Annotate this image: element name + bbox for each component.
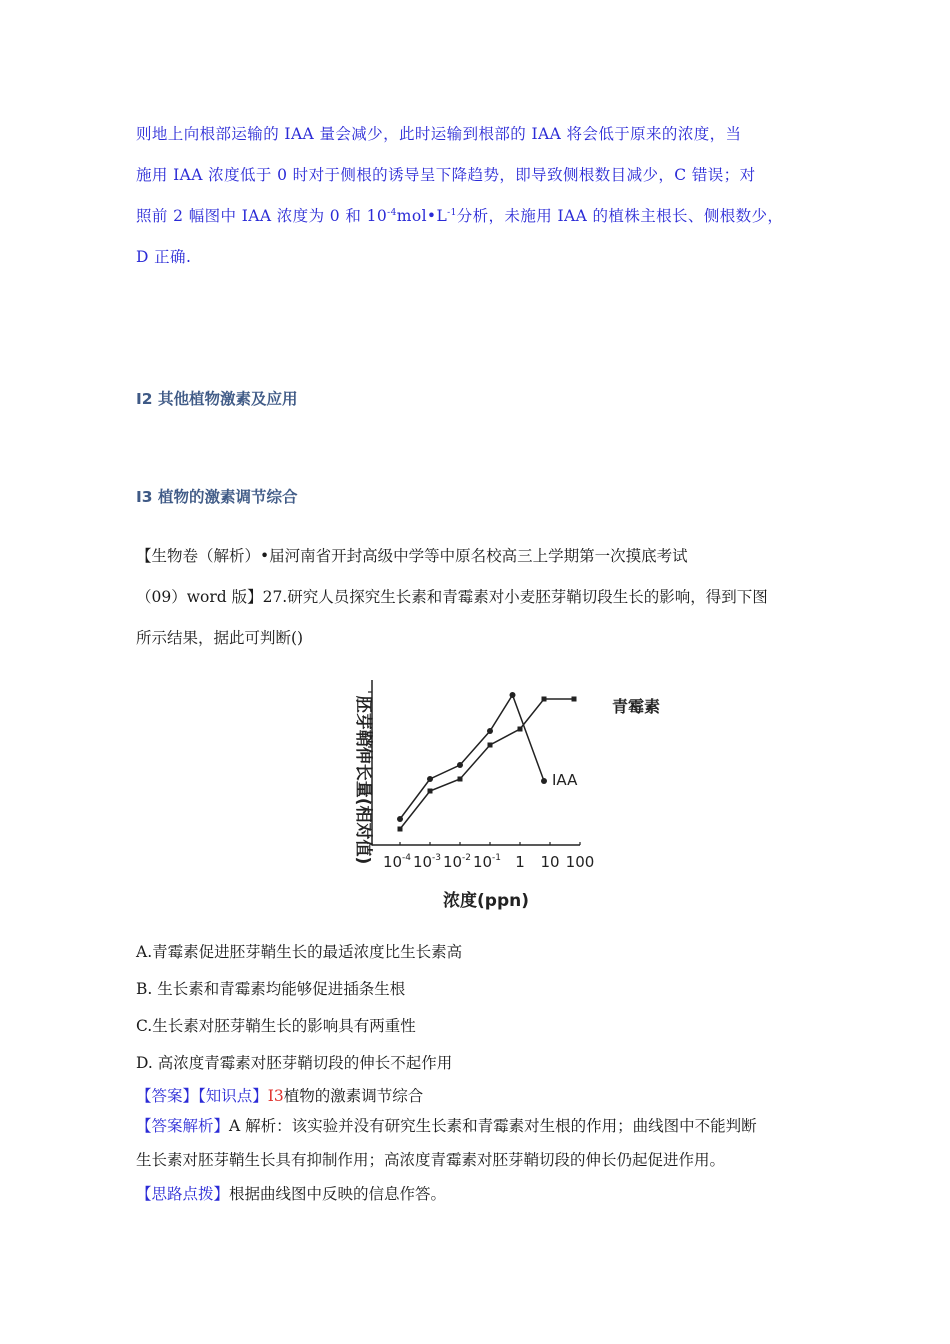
iaa-point <box>427 776 433 782</box>
series-line-0 <box>400 695 544 819</box>
chart-series-points <box>397 692 577 832</box>
answer-tag: 【答案】【知识点】 <box>136 1087 268 1105</box>
tip-line <box>136 1182 446 1204</box>
question-line-1: 【生物卷（解析）•届河南省开封高级中学等中原名校高三上学期第一次摸底考试 <box>136 547 688 565</box>
tip-text: 根据曲线图中反映的信息作答。 <box>229 1185 447 1203</box>
intro-line-1: 则地上向根部运输的 IAA 量会减少，此时运输到根部的 IAA 将会低于原来的浓度，当 <box>136 125 742 143</box>
intro-line-3 <box>136 196 826 237</box>
intro-line-2: 施用 IAA 浓度低于 0 时对于侧根的诱导呈下降趋势，即导致侧根数目减少，C 错误；对 <box>136 166 756 184</box>
knowledge-point-text: 植物的激素调节综合 <box>283 1087 424 1105</box>
penicillin-point <box>458 777 463 782</box>
question-stem <box>136 536 826 659</box>
intro-paragraph <box>136 114 826 278</box>
heading-i2: I2 其他植物激素及应用 <box>136 390 298 408</box>
chart-x-ticks <box>383 842 594 871</box>
penicillin-point <box>398 827 403 832</box>
x-tick-label: 1 <box>515 853 525 871</box>
iaa-point <box>510 692 516 698</box>
explain-text-1: A 解析：该实验并没有研究生长素和青霉素对生根的作用；曲线图中不能判断 <box>229 1117 757 1135</box>
series-line-1 <box>400 699 574 829</box>
iaa-point <box>397 816 403 822</box>
x-tick-label: $10^{-1}$ <box>472 853 502 871</box>
option-d: D. 高浓度青霉素对胚芽鞘切段的伸长不起作用 <box>136 1054 453 1072</box>
penicillin-point <box>518 727 523 732</box>
knowledge-point-code: I3 <box>267 1087 284 1105</box>
iaa-point <box>541 778 547 784</box>
iaa-point <box>457 762 463 768</box>
question-line-2: （09）word 版】27.研究人员探究生长素和青霉素对小麦胚芽鞘切段生长的影响，得到下图 <box>136 588 768 606</box>
intro-exp-2: -1 <box>447 207 457 218</box>
explain-line-2: 生长素对胚芽鞘生长具有抑制作用；高浓度青霉素对胚芽鞘切段的伸长仍起促进作用。 <box>136 1151 726 1169</box>
answer-line <box>136 1084 423 1106</box>
x-tick-label: $10^{-3}$ <box>412 853 442 871</box>
chart-series-lines <box>400 695 574 829</box>
explain-line-1 <box>136 1114 757 1136</box>
x-axis-label: 浓度(ppn) <box>443 891 529 911</box>
tip-tag: 【思路点拨】 <box>136 1185 230 1203</box>
penicillin-point <box>572 697 577 702</box>
growth-chart <box>330 668 660 918</box>
intro-line-3-start: 照前 2 幅图中 IAA 浓度为 0 和 10 <box>136 207 388 225</box>
penicillin-point <box>542 697 547 702</box>
intro-line-4: D 正确. <box>136 248 192 266</box>
intro-unit: mol•L <box>396 207 448 225</box>
x-tick-label: $10^{-2}$ <box>442 853 472 871</box>
option-a: A.青霉素促进胚芽鞘生长的最适浓度比生长素高 <box>136 943 463 961</box>
penicillin-point <box>428 789 433 794</box>
series-label-iaa: IAA <box>552 771 578 789</box>
penicillin-point <box>488 743 493 748</box>
intro-exp-1: -4 <box>387 207 397 218</box>
explain-tag: 【答案解析】 <box>136 1117 230 1135</box>
iaa-point <box>487 728 493 734</box>
option-c: C.生长素对胚芽鞘生长的影响具有两重性 <box>136 1017 416 1035</box>
y-axis-label: 胚芽鞘伸长量(相对值) <box>353 695 373 865</box>
x-tick-label: $10^{-4}$ <box>382 853 412 871</box>
x-tick-label: 10 <box>540 853 560 871</box>
option-b: B. 生长素和青霉素均能够促进插条生根 <box>136 980 406 998</box>
series-label-penicillin: 青霉素 <box>612 697 660 716</box>
intro-line-3-tail: 分析，未施用 IAA 的植株主根长、侧根数少， <box>456 207 784 225</box>
question-line-3: 所示结果，据此可判断() <box>136 629 304 647</box>
x-tick-label: 100 <box>565 853 595 871</box>
heading-i3: I3 植物的激素调节综合 <box>136 488 298 506</box>
